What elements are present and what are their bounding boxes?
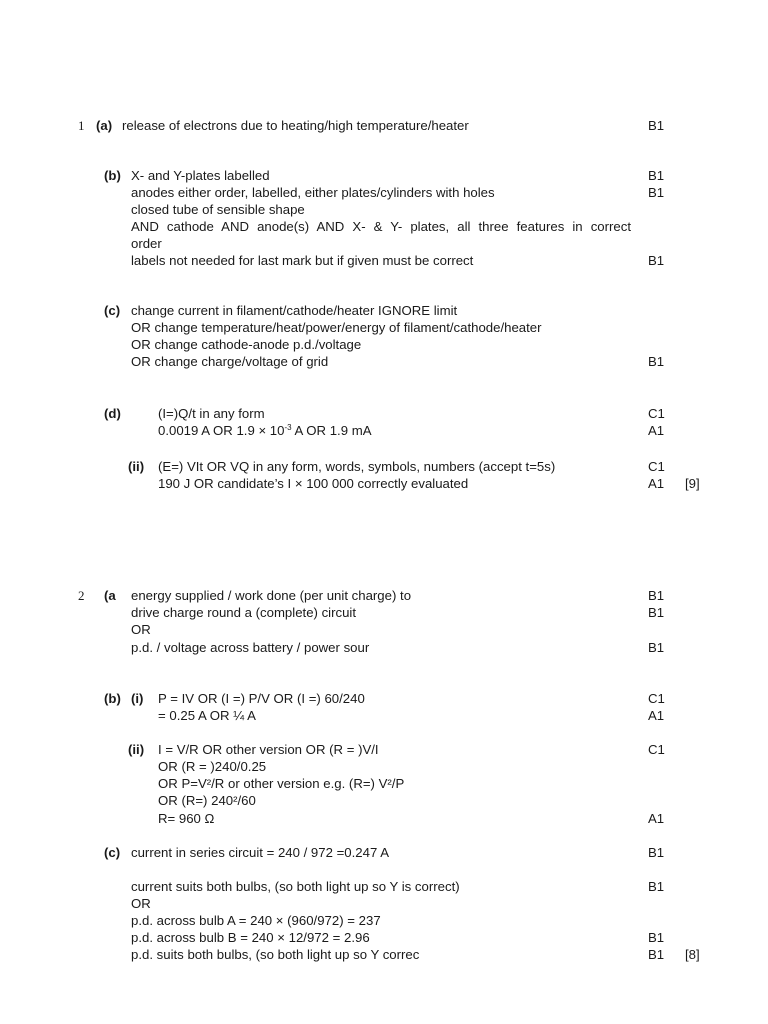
q2c-line-5: p.d. across bulb B = 240 × 12/972 = 2.96 bbox=[131, 930, 370, 945]
q2c-line-1: current in series circuit = 240 / 972 =0.247 A bbox=[131, 845, 390, 860]
q2a-line-3: OR bbox=[131, 622, 151, 637]
q2a-mark-3: B1 bbox=[648, 640, 665, 655]
q2b-i-label: (i) bbox=[131, 691, 144, 706]
q2a-mark-1: B1 bbox=[648, 588, 665, 603]
q2-total: [8] bbox=[685, 947, 700, 962]
q2c-label: (c) bbox=[104, 845, 121, 860]
q1d-ii-mark-1: C1 bbox=[648, 459, 665, 474]
q2a-line-4: p.d. / voltage across battery / power sour bbox=[131, 640, 370, 655]
q2a-label: (a bbox=[104, 588, 116, 603]
q1c-line-3: OR change cathode-anode p.d./voltage bbox=[131, 337, 362, 352]
q2b-ii-line-5: R= 960 Ω bbox=[158, 811, 215, 826]
q2b-i-line-1: P = IV OR (I =) P/V OR (I =) 60/240 bbox=[158, 691, 365, 706]
q2c-line-3: OR bbox=[131, 896, 151, 911]
q1b-label: (b) bbox=[104, 168, 121, 183]
q1c-line-2: OR change temperature/heat/power/energy of filament/cathode/heater bbox=[131, 320, 542, 335]
q1d-label: (d) bbox=[104, 406, 121, 421]
q2b-ii-line-4: OR (R=) 240²/60 bbox=[158, 793, 256, 808]
q2b-ii-line-1: I = V/R OR other version OR (R = )V/I bbox=[158, 742, 379, 757]
q2c-mark-4: B1 bbox=[648, 947, 665, 962]
q2b-ii-line-2: OR (R = )240/0.25 bbox=[158, 759, 267, 774]
q2b-i-mark-1: C1 bbox=[648, 691, 665, 706]
q1b-line-3: closed tube of sensible shape bbox=[131, 202, 305, 217]
q1a-mark: B1 bbox=[648, 118, 665, 133]
q1b-line-6: labels not needed for last mark but if given must be correct bbox=[131, 253, 474, 268]
q1c-mark: B1 bbox=[648, 354, 665, 369]
q1d-ii-label: (ii) bbox=[128, 459, 145, 474]
q2b-ii-line-3: OR P=V²/R or other version e.g. (R=) V²/P bbox=[158, 776, 405, 791]
q1a-text: release of electrons due to heating/high temperature/heater bbox=[122, 118, 469, 133]
q1b-mark-2: B1 bbox=[648, 185, 665, 200]
question-number-1: 1 bbox=[78, 118, 85, 133]
q2c-mark-1: B1 bbox=[648, 845, 665, 860]
q2c-mark-2: B1 bbox=[648, 879, 665, 894]
q2c-line-4: p.d. across bulb A = 240 × (960/972) = 237 bbox=[131, 913, 381, 928]
q2b-i-line-2: = 0.25 A OR ¼ A bbox=[158, 708, 256, 723]
q1b-line-5: order bbox=[131, 236, 162, 251]
q1d-i-line-2 bbox=[158, 422, 372, 439]
q1d-i-mark-1: C1 bbox=[648, 406, 665, 421]
q1b-line-1: X- and Y-plates labelled bbox=[131, 168, 270, 183]
q1-total: [9] bbox=[685, 476, 700, 491]
question-number-2: 2 bbox=[78, 588, 85, 603]
q1d-ii-line-1: (E=) VIt OR VQ in any form, words, symbols, numbers (accept t=5s) bbox=[158, 459, 556, 474]
q1b-line-2: anodes either order, labelled, either plates/cylinders with holes bbox=[131, 185, 495, 200]
q2a-line-1: energy supplied / work done (per unit charge) to bbox=[131, 588, 412, 603]
q1c-line-1: change current in filament/cathode/heater IGNORE limit bbox=[131, 303, 458, 318]
q2b-ii-mark-1: C1 bbox=[648, 742, 665, 757]
q2c-mark-3: B1 bbox=[648, 930, 665, 945]
q1d-ii-line-2: 190 J OR candidate’s I × 100 000 correctly evaluated bbox=[158, 476, 469, 491]
q2b-ii-label: (ii) bbox=[128, 742, 145, 757]
q1b-mark-1: B1 bbox=[648, 168, 665, 183]
q1c-line-4: OR change charge/voltage of grid bbox=[131, 354, 329, 369]
q2a-line-2: drive charge round a (complete) circuit bbox=[131, 605, 357, 620]
q2b-i-mark-2: A1 bbox=[648, 708, 665, 723]
q1d-i-line-2b: A OR 1.9 mA bbox=[291, 423, 372, 438]
q1a-label: (a) bbox=[96, 118, 113, 133]
q1d-i-mark-2: A1 bbox=[648, 423, 665, 438]
q1b-mark-3: B1 bbox=[648, 253, 665, 268]
q1d-i-exponent: -3 bbox=[284, 423, 292, 432]
q1d-i-line-1: (I=)Q/t in any form bbox=[158, 406, 265, 421]
q2b-label: (b) bbox=[104, 691, 121, 706]
q2b-ii-mark-2: A1 bbox=[648, 811, 665, 826]
q1b-line-4: AND cathode AND anode(s) AND X- & Y- plates, all three features in correct bbox=[131, 219, 631, 234]
q1d-i-line-2a: 0.0019 A OR 1.9 × 10 bbox=[158, 423, 285, 438]
q2c-line-2: current suits both bulbs, (so both light up so Y is correct) bbox=[131, 879, 460, 894]
q2c-line-6: p.d. suits both bulbs, (so both light up so Y correc bbox=[131, 947, 420, 962]
q2a-mark-2: B1 bbox=[648, 605, 665, 620]
q1c-label: (c) bbox=[104, 303, 121, 318]
q1d-ii-mark-2: A1 bbox=[648, 476, 665, 491]
